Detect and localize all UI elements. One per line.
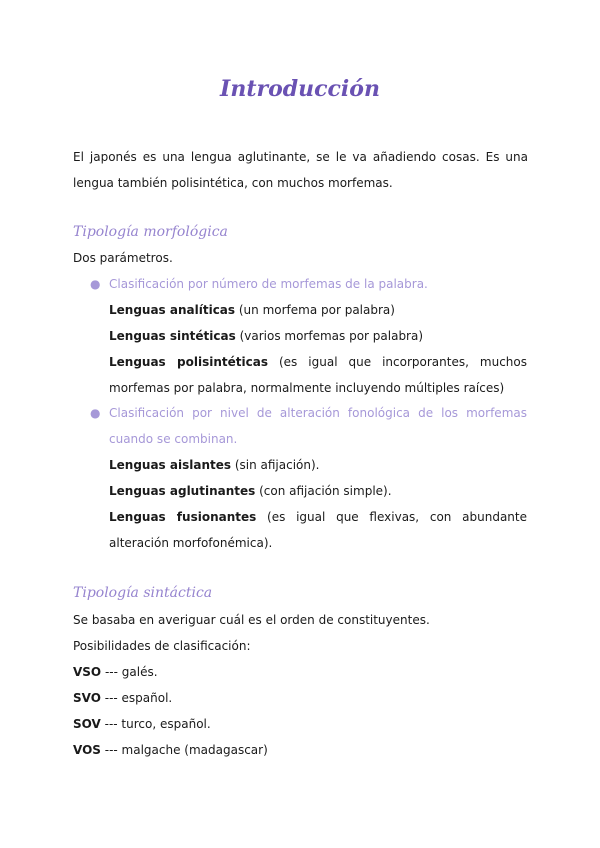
order-item-svo: [73, 685, 172, 711]
bullet-text: Clasificación por número de morfemas de la palabra.: [109, 277, 428, 291]
term-description: (es igual que flexivas, con abundante alteración morfofonémica).: [109, 510, 527, 550]
term: Lenguas aglutinantes: [109, 484, 256, 498]
order-description: --- español.: [100, 691, 173, 705]
page-title: Introducción: [220, 76, 380, 102]
list-item-analiticas: [109, 297, 527, 323]
term: Lenguas fusionantes: [109, 510, 257, 524]
list-item-polisinteticas: [109, 349, 527, 401]
order-description: --- malgache (madagascar): [100, 743, 268, 757]
sintactica-line: Posibilidades de clasificación:: [73, 639, 251, 653]
order-description: --- galés.: [101, 665, 158, 679]
bullet-dot-icon: ●: [90, 406, 101, 420]
bullet-numero-morfemas: [90, 271, 527, 297]
list-item-fusionantes: [109, 504, 527, 556]
term-description: (un morfema por palabra): [235, 303, 395, 317]
order-item-sov: [73, 711, 211, 737]
term: Lenguas aislantes: [109, 458, 232, 472]
order-item-vso: [73, 659, 158, 685]
order-item-vos: [73, 737, 268, 763]
heading-morfologica: Tipología morfológica: [73, 224, 228, 240]
bullet-alteracion-fonologica: [90, 400, 527, 452]
order-code: SVO: [73, 691, 101, 705]
list-item-aislantes: [109, 452, 527, 478]
term-description: (varios morfemas por palabra): [235, 329, 424, 343]
heading-sintactica: Tipología sintáctica: [73, 585, 213, 601]
term: Lenguas analíticas: [109, 303, 236, 317]
morfologica-intro: Dos parámetros.: [73, 251, 173, 265]
term: Lenguas sintéticas: [109, 329, 236, 343]
term-description: (sin afijación).: [231, 458, 320, 472]
bullet-text: Clasificación por nivel de alteración fonológica de los morfemas cuando se combinan.: [109, 406, 527, 446]
order-description: --- turco, español.: [100, 717, 211, 731]
order-code: VSO: [73, 665, 102, 679]
term: Lenguas polisintéticas: [109, 355, 268, 369]
list-item-aglutinantes: [109, 478, 527, 504]
term-description: (con afijación simple).: [255, 484, 392, 498]
sintactica-line: Se basaba en averiguar cuál es el orden de constituyentes.: [73, 613, 430, 627]
order-code: SOV: [73, 717, 101, 731]
bullet-dot-icon: ●: [90, 277, 101, 291]
intro-paragraph: El japonés es una lengua aglutinante, se le va añadiendo cosas. Es una lengua también polisintética, con muchos morfemas.: [73, 150, 528, 190]
order-code: VOS: [73, 743, 101, 757]
term-description: (es igual que incorporantes, muchos morfemas por palabra, normalmente incluyendo múltiples raíces): [109, 355, 527, 395]
list-item-sinteticas: [109, 323, 527, 349]
